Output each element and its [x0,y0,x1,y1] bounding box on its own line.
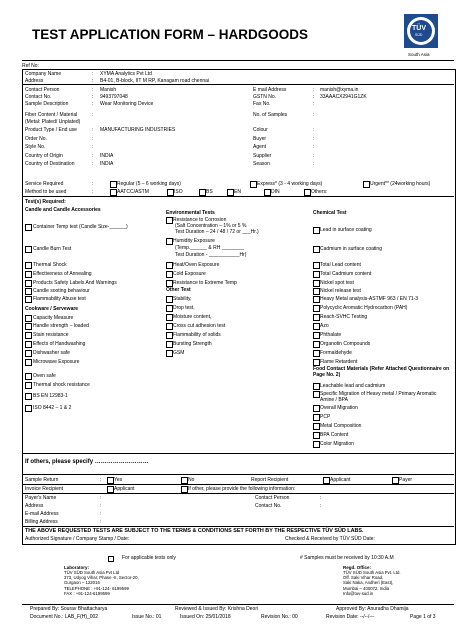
din-label: DIN [271,189,280,195]
cookware-test-checkbox[interactable] [25,332,32,339]
invoice-applicant-checkbox[interactable] [107,486,114,493]
chemical-test-label: Nickel release test [320,288,361,294]
others-checkbox[interactable] [304,189,311,196]
cookware-test-checkbox[interactable] [25,405,32,412]
laboratory-line: FAX : +91-124-6199599 [64,590,110,596]
issued-on: Issued On: 25/01/2018 [180,614,231,620]
chemical-test-label: Total Lead content [320,262,361,268]
chemical-test-checkbox[interactable] [313,296,320,303]
service-label: Service Required [25,181,64,187]
env-test-checkbox[interactable] [166,280,173,287]
cookware-test-checkbox[interactable] [25,315,32,322]
authorized-signature-label: Authorized Signature / Company Stamp / Date: [25,536,130,542]
other-test-checkbox[interactable] [166,350,173,357]
candle-test-label: Products Safety Labels And Warnings [33,280,117,286]
right-field-label: Colour [253,127,268,133]
cookware-test-label: Thermal shock resistance [33,382,90,388]
right-field-label: Agent [253,144,267,150]
food-contact-label: Color Migration [320,441,354,447]
en-label: EN [234,189,241,195]
other-test-label: Bursting Strength [173,341,212,347]
invoice-other-checkbox[interactable] [181,486,188,493]
applicable-note-box [108,556,114,562]
candle-test-checkbox[interactable] [25,262,32,269]
cookware-test-label: Effects of Handwashing [33,341,86,347]
en-checkbox[interactable] [227,189,234,196]
candle-test-checkbox[interactable] [25,288,32,295]
sample-return-no-label: No [188,477,195,483]
left-field-label: Sample Description [25,101,69,107]
payer-name-label: Payer's Name [25,495,57,501]
candle-test-checkbox[interactable] [25,271,32,278]
left-field-value[interactable]: INDIA [100,161,114,167]
chemical-test-label: Cadmium in surface coating [320,246,382,252]
cookware-test-label: ISO 8442 – 1 & 2 [33,405,72,411]
cookware-test-checkbox[interactable] [25,373,32,380]
contact-no-label-2: Contact No. [255,503,282,509]
food-contact-checkbox[interactable] [313,414,320,421]
laboratory-heading: Laboratory: [64,565,90,570]
food-contact-label: BPA Content [320,432,349,438]
other-test-heading: Other Test [166,287,191,293]
footnote-right: # Samples must be received by 10:30 A.M [300,555,394,561]
report-recipient-label: Report Recipient [251,477,289,483]
right-field-label: GSTN No. [253,94,277,100]
candle-test-checkbox[interactable] [25,246,32,253]
corrosion-label: Resistance to Corrosion [173,217,227,223]
document-no: Document No.: LAB_F(H)_002 [30,614,99,620]
sample-return-no-checkbox[interactable] [181,477,188,484]
company-name-label: Company Name [25,71,62,77]
env-test-checkbox[interactable] [166,271,173,278]
chemical-test-checkbox[interactable] [313,246,320,253]
left-field-label: Fiber Content / Material [25,112,78,118]
cookware-test-checkbox[interactable] [25,350,32,357]
other-test-label: Moisture content, [173,314,212,320]
laboratory-line: TELEPHONE : +91-124- 6199599 [64,585,129,591]
contact-person-label-2: Contact Person [255,495,290,501]
left-field-label: Order No. [25,136,47,142]
candle-test-label: Flammability Abuse test [33,296,86,302]
humidity-label: Humidity Exposure [173,238,215,244]
food-contact-heading: Food Contact Materials (Refer Attached Questionnaire on Page No. 2) [313,366,450,378]
food-contact-checkbox[interactable] [313,441,320,448]
chemical-test-checkbox[interactable] [313,323,320,330]
express-label: Express* (3 - 4 working days) [257,181,323,187]
prepared-by: Prepared By: Sourav Bhattacharya [30,606,108,612]
footnote-left: For applicable tests only [122,555,176,561]
chemical-test-label: Polycyclic Aromatic Hydrocarbon (PAH) [320,305,408,311]
page-number: Page 1 of 3 [410,614,436,620]
laboratory-line: 373, Udyog Vihar, Phase -II, Sector-20, [64,575,139,581]
other-test-checkbox[interactable] [166,323,173,330]
other-test-label: Flammability of solids [173,332,221,338]
food-contact-checkbox[interactable] [313,423,320,430]
sample-return-label: Sample Return [25,477,59,483]
office-line: Info@tuv-sud.in [343,590,374,596]
humidity-checkbox[interactable] [166,238,173,245]
method-label: Method to be used [25,189,67,195]
food-contact-label: Specific Migration of Heavy metal / Primary Aromatic Amine / BPA [320,391,437,403]
right-field-label: Fax No. [253,101,271,107]
urgent-checkbox[interactable] [363,181,370,188]
cookware-test-label: Dishwasher safe [33,350,70,356]
din-checkbox[interactable] [264,189,271,196]
office-line: Mumbai – 400072. India [343,585,390,591]
environmental-heading: Environmental Tests [166,210,215,216]
chemical-test-label: Flame Retardent [320,359,358,365]
chemical-test-checkbox[interactable] [313,314,320,321]
report-payer-label: Payer [399,477,413,483]
candle-test-label: Container Temp test (Candle Size-______) [33,224,128,230]
chemical-test-checkbox[interactable] [313,227,320,234]
chemical-heading: Chemical Test [313,210,347,216]
candle-test-checkbox[interactable] [25,296,32,303]
right-field-label: Supplier [253,153,272,159]
chemical-test-checkbox[interactable] [313,359,320,366]
cookware-test-label: BS EN 12983-1 [33,393,68,399]
office-line: TÜV SÜD South Asia Pvt. Ltd. [343,570,401,575]
other-test-checkbox[interactable] [166,305,173,312]
ref-no-label: Ref No: [22,63,39,69]
cookware-test-checkbox[interactable] [25,393,32,400]
urgent-label: Urgent** (24working hours) [370,181,431,187]
chemical-test-checkbox[interactable] [313,271,320,278]
food-contact-checkbox[interactable] [313,405,320,412]
sample-return-yes-label: Yes [114,477,123,483]
other-test-checkbox[interactable] [166,314,173,321]
issue-no: Issue No.: 01 [132,614,162,620]
chemical-test-label: Reach-SVHC Testing [320,314,368,320]
candle-test-checkbox[interactable] [25,224,32,231]
logo-sub: SÜD [415,33,423,37]
other-test-checkbox[interactable] [166,332,173,339]
other-test-label: Stability, [173,296,192,302]
left-field-label: Contact Person [25,87,60,93]
other-test-label: Cross cut adhesion test [173,323,226,329]
cookware-test-checkbox[interactable] [25,359,32,366]
food-contact-checkbox[interactable] [313,383,320,390]
cookware-test-checkbox[interactable] [25,323,32,330]
logo-brand: TÜV [412,25,426,32]
right-field-label: E mail Address [253,87,287,93]
cookware-test-label: Handle strength – loaded [33,323,89,329]
iso-checkbox[interactable] [167,189,174,196]
right-field-label: Season [253,161,270,167]
company-name-value[interactable]: XYMA Analytics Pvt Ltd [100,71,152,77]
left-field-value[interactable]: INDIA [100,153,114,159]
terms-notice: THE ABOVE REQUESTED TESTS ARE SUBJECT TO THE TERMS & CONDITIONS SET FORTH BY THE RESPECTIVE TÜV SÜD LABS. [25,528,364,534]
right-field-label: No. of Samples [253,112,288,118]
tests-required-heading: Test(s) Required: [25,199,66,205]
left-field-value[interactable]: 9493797048 [100,94,128,100]
left-field-label: Product Type / End use [25,127,77,133]
if-others-label: If others, please specify ……………………… [25,459,149,465]
corrosion-label: Test Duration – 24 / 48 / 72 or ___Hr.) [175,229,259,235]
candle-test-label: Candle Burn Test [33,246,72,252]
cookware-test-checkbox[interactable] [25,341,32,348]
office-line: Off. Saki Vihar Road, [343,575,384,581]
cookware-heading: Cookware / Serveware [25,306,79,312]
report-applicant-label: Applicant [330,477,351,483]
cookware-test-checkbox[interactable] [25,382,32,389]
chemical-test-label: Formaldehyde [320,350,352,356]
other-test-label: GSM [173,350,185,356]
others-label: Others: [311,189,328,195]
right-field-label: Buyer [253,136,267,142]
corrosion-label: (Salt Concentration – 1% or 5 % [175,223,247,229]
invoice-other-note: If other, please provide the following information: [188,486,296,492]
regular-checkbox[interactable] [110,181,117,188]
chemical-test-label: Lead in surface coating [320,227,372,233]
chemical-test-checkbox[interactable] [313,305,320,312]
invoice-applicant-label: Applicant [114,486,135,492]
candle-test-label: Effectiveness of Annealing [33,271,92,277]
left-field-label: Contact No. [25,94,52,100]
revision-date: Revision Date: --/--/--- [326,614,375,620]
revision-no: Revision No.: 00 [261,614,298,620]
humidity-label: Test Duration - ___________Hr) [175,252,247,258]
left-field-value[interactable]: Manish [100,87,117,93]
address-value[interactable]: B4-01, B-block, IIT M RP, Kanagam road chennai [100,78,210,84]
checked-received-label: Checked & Received by TÜV SÜD Date: [285,536,375,542]
left-field-label: Country of Destination [25,161,75,167]
bs-label: BS [206,189,213,195]
food-contact-label: Overall Migration [320,405,358,411]
env-test-checkbox[interactable] [166,262,173,269]
report-payer-checkbox[interactable] [392,477,399,484]
chemical-test-checkbox[interactable] [313,262,320,269]
food-contact-checkbox[interactable] [313,432,320,439]
other-test-checkbox[interactable] [166,341,173,348]
chemical-test-checkbox[interactable] [313,332,320,339]
env-test-label: Heat/Oven Exposure [173,262,220,268]
approved-by: Approved By: Anuradha Dhamija [336,606,409,612]
humidity-label: (Temp.______ & RH ________ [175,245,244,251]
chemical-test-checkbox[interactable] [313,280,320,287]
other-test-label: Drop test, [173,305,195,311]
billing-address-label: Billing Address [25,519,58,525]
iso-label: ISO [174,189,183,195]
chemical-test-label: Azo [320,323,329,329]
chemical-test-label: Nickel spot test [320,280,354,286]
address-label: Address [25,78,44,84]
laboratory-line: Gurgaon – 122016 [64,580,100,586]
form-title: TEST APPLICATION FORM – HARDGOODS [32,27,309,42]
left-field-value[interactable]: Wear Monitoring Device [100,101,154,107]
chemical-test-label: Phthalate [320,332,342,338]
food-contact-label: Metal Composition [320,423,362,429]
right-field-value[interactable]: 33AAACX2941G1ZK [320,94,367,100]
food-contact-label: PCP [320,414,331,420]
candle-test-label: Candle sooting behaviour [33,288,90,294]
invoice-recipient-label: Invoice Recipient [25,486,64,492]
tuv-logo [404,14,438,48]
payer-email-label: E-mail Address [25,511,59,517]
chemical-test-checkbox[interactable] [313,350,320,357]
left-field-label: Country of Origin [25,153,63,159]
env-test-label: Resistance to Extreme Temp [173,280,237,286]
aatcc-checkbox[interactable] [110,189,117,196]
reviewed-by: Reviewed & Issued By: Krishna Deori [175,606,259,612]
sample-return-yes-checkbox[interactable] [107,477,114,484]
corrosion-checkbox[interactable] [166,217,173,224]
chemical-test-label: Heavy Metal analysis-ASTMF 963 / EN 71-3 [320,296,419,302]
left-field-label: (Metal: Plated/ Unplated) [25,119,81,125]
candle-heading: Candle and Candle Accessories [25,207,101,213]
bs-checkbox[interactable] [199,189,206,196]
logo-caption: South Asia [408,52,430,57]
cookware-test-label: Capacity Measure [33,315,74,321]
other-test-checkbox[interactable] [166,296,173,303]
left-field-label: Style No. [25,144,46,150]
candle-test-label: Thermal Shock [33,262,67,268]
candle-test-checkbox[interactable] [25,280,32,287]
chemical-test-checkbox[interactable] [313,288,320,295]
food-contact-checkbox[interactable] [313,391,320,398]
regular-label: Regular (5 – 6 working days) [117,181,181,187]
right-field-value[interactable]: manish@xyma.in [320,87,359,93]
cookware-test-label: Stain resistance [33,332,69,338]
laboratory-line: TÜV SÜD South Asia Pvt Ltd [64,570,120,575]
food-contact-label: Leachable lead and cadmium [320,383,386,389]
chemical-test-label: Organotin Compounds [320,341,371,347]
office-heading: Regd. Office: [343,565,372,570]
express-checkbox[interactable] [250,181,257,188]
aatcc-label: AATCC/ASTM [117,189,149,195]
env-test-label: Cold Exposure [173,271,206,277]
left-field-value[interactable]: MANUFACTURING INDUSTRIES [100,127,176,133]
chemical-test-checkbox[interactable] [313,341,320,348]
cookware-test-label: Microwave Exposure [33,359,80,365]
office-line: Saki Naka, Andheri (East), [343,580,394,586]
cookware-test-label: Oven safe [33,373,56,379]
chemical-test-label: Total Cadmium content [320,271,372,277]
payer-address-label: Address [25,503,44,509]
report-applicant-checkbox[interactable] [323,477,330,484]
